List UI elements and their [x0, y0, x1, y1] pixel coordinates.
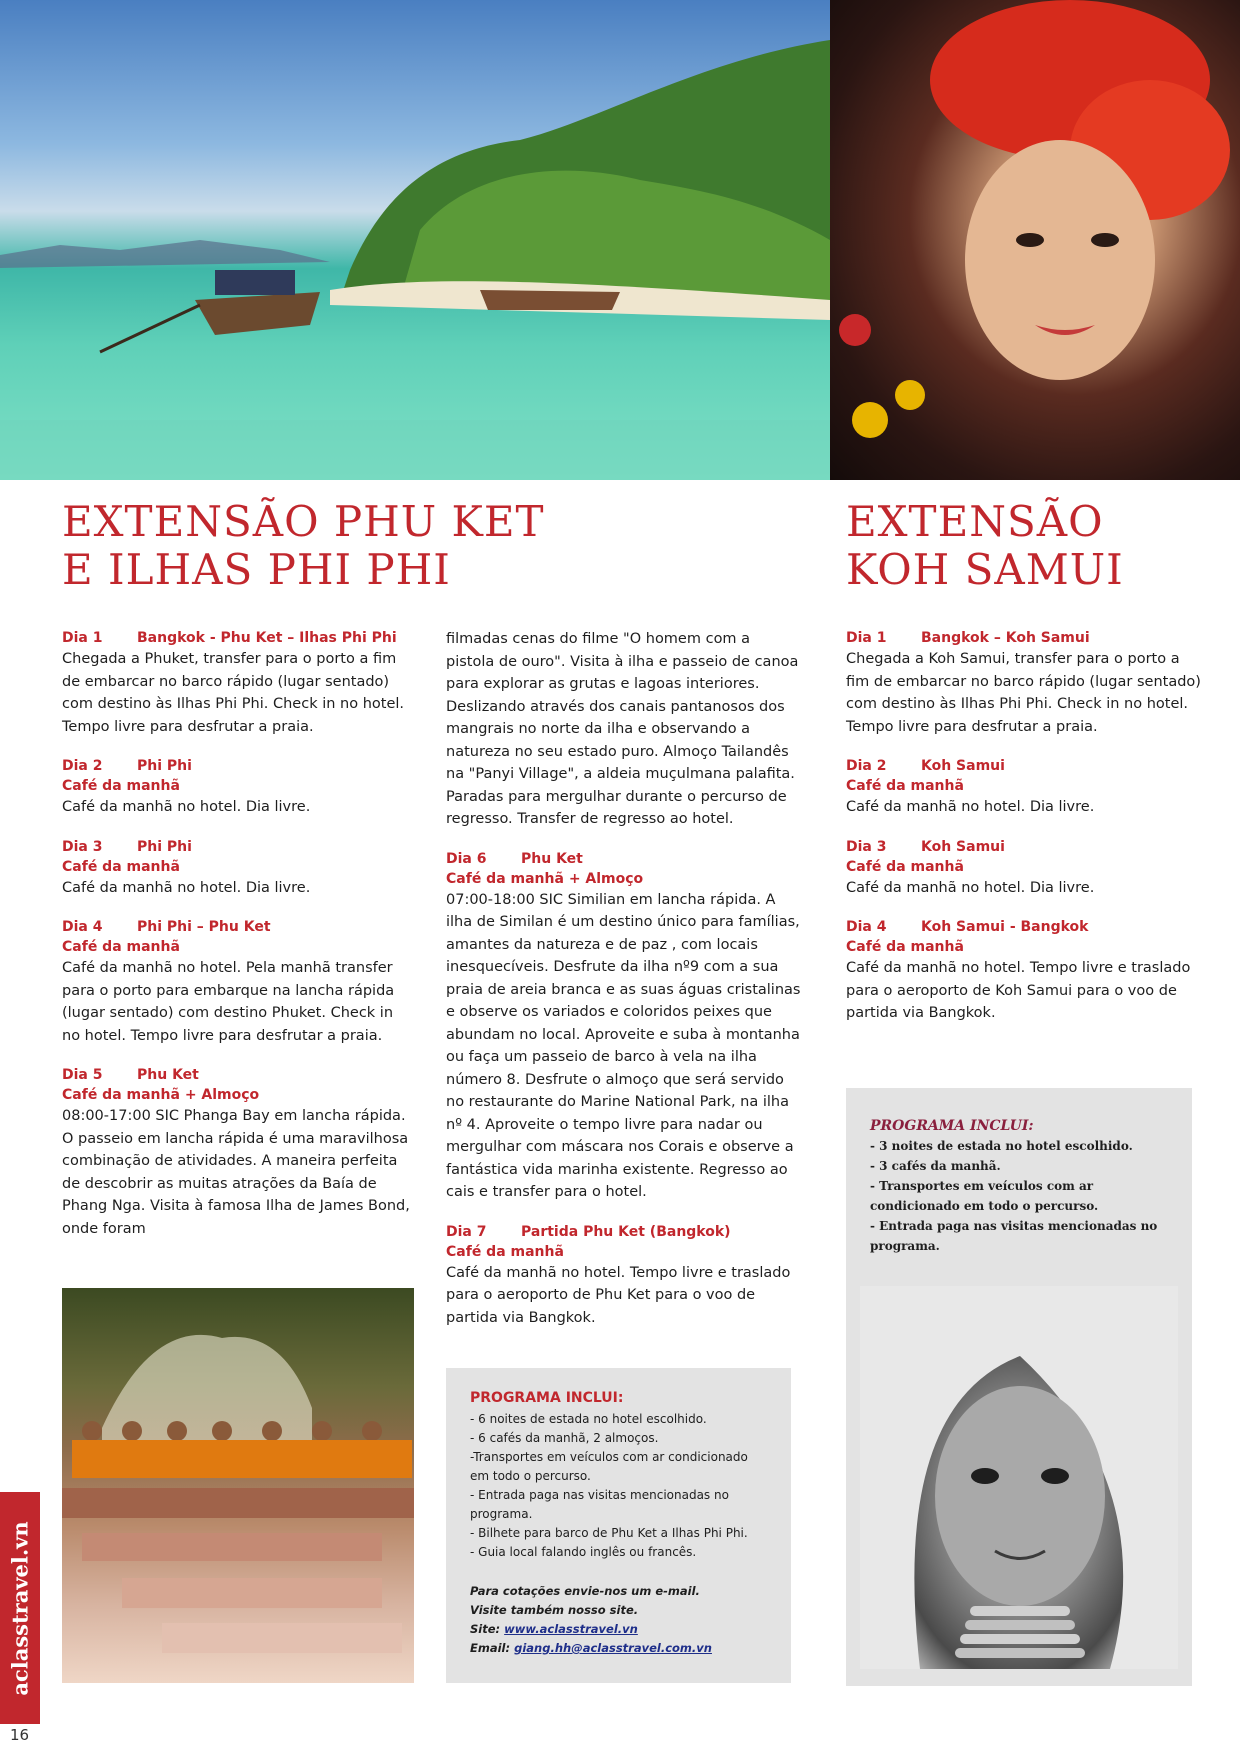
koh-samui-itinerary-column: [846, 628, 1201, 1043]
day-5-continuation: filmadas cenas do filme "O homem com a pistola de ouro". Visita à ilha e passeio de canoa para explorar as grutas e lagoas interiores. Deslizando através dos canais pantanosos dos mangrais no norte da ilha e observando a natureza no seu estado puro. Almoço Tailandês na "Panyi Village", a aldeia muçulmana palafita. Paradas para mergulhar durante o percurso de regresso. Transfer de regresso ao hotel.: [446, 631, 799, 827]
day-place: Koh Samui - Bangkok: [921, 919, 1089, 935]
beach-scene-illustration: [0, 0, 830, 480]
list-item: - 6 cafés da manhã, 2 almoços.: [470, 1431, 659, 1445]
day-place: Phu Ket: [137, 1067, 199, 1083]
monks-temple-photo: [62, 1288, 414, 1683]
day-meal: Café da manhã + Almoço: [446, 870, 644, 887]
email-link[interactable]: giang.hh@aclasstravel.com.vn: [514, 1641, 712, 1655]
contact-line: Visite também nosso site.: [470, 1603, 639, 1617]
day-number: Dia 4: [846, 919, 887, 935]
day-place: Phu Ket: [521, 850, 583, 867]
itinerary-day: [62, 1065, 412, 1240]
day-meal: Café da manhã: [62, 939, 180, 955]
day-meal: Café da manhã: [846, 939, 964, 955]
koh-samui-title-line-2: KOH SAMUI: [846, 545, 1124, 594]
list-item: - 3 cafés da manhã.: [870, 1159, 1001, 1173]
itinerary-day: [62, 837, 412, 900]
day-description: Café da manhã no hotel. Pela manhã transfer para o porto para embarque na lancha rápida (lugar sentado) com destino Phuket. Check in no hotel. Tempo livre para desfrutar a praia.: [62, 960, 395, 1044]
monks-scene-illustration: [62, 1288, 414, 1683]
phuket-title-line-2: E ILHAS PHI PHI: [62, 545, 451, 594]
itinerary-day: [62, 628, 412, 738]
itinerary-day: [846, 756, 1201, 819]
woman-portrait-illustration: [830, 0, 1240, 480]
day-place: Koh Samui: [921, 838, 1005, 855]
list-item: - 3 noites de estada no hotel escolhido.: [870, 1139, 1133, 1153]
day-meal: Café da manhã + Almoço: [62, 1087, 260, 1103]
day-description: 07:00-18:00 SIC Similian em lancha rápida. A ilha de Similan é um destino único para famílias, amantes da natureza e de paz , com locais inesquecíveis. Desfrute da ilha nº9 com a sua praia de areia branca e as suas águas cristalinas e observe os variados e coloridos peixes que abundam no local. Aproveite e suba à montanha ou faça um passeio de barco à vela na ilha número 8. Desfrute o almoço que será servido no restaurante do Marine National Park, na ilha nº 4. Aproveite o tempo livre para nadar ou mergulhar com máscara nos Corais e observe a fantástica vida marinha existente. Regresso ao cais e transfer para o hotel.: [446, 891, 801, 1200]
phuket-title-line-1: EXTENSÃO PHU KET: [62, 497, 545, 546]
day-description: Café da manhã no hotel. Dia livre.: [62, 799, 311, 815]
day-description: Café da manhã no hotel. Tempo livre e traslado para o aeroporto de Phu Ket para o voo de partida via Bangkok.: [446, 1264, 791, 1326]
itinerary-day: [846, 837, 1201, 900]
hill-tribe-girl-photo: [860, 1286, 1178, 1669]
day-number: Dia 6: [446, 850, 487, 867]
day-meal: Café da manhã: [446, 1243, 564, 1260]
phuket-itinerary-column-2: [446, 628, 801, 1347]
list-item: - Guia local falando inglês ou francês.: [470, 1545, 697, 1559]
thai-woman-portrait-photo: [830, 0, 1240, 480]
itinerary-day: [846, 917, 1201, 1025]
brand-name: aclasstravel.vn: [7, 1520, 33, 1696]
day-description: Café da manhã no hotel. Tempo livre e traslado para o aeroporto de Koh Samui para o voo de partida via Bangkok.: [846, 960, 1191, 1021]
site-link[interactable]: www.aclasstravel.vn: [504, 1622, 638, 1636]
day-number: Dia 7: [446, 1223, 487, 1240]
list-item: - Transportes em veículos com ar condicionado em todo o percurso.: [870, 1179, 1099, 1213]
page-number: 16: [10, 1726, 30, 1744]
site-line: [470, 1620, 767, 1639]
day-description: Café da manhã no hotel. Dia livre.: [846, 799, 1095, 815]
day-description: Chegada a Koh Samui, transfer para o porto a fim de embarcar no barco rápido (lugar sentado) com destino às Ilhas Phi Phi. Check in no hotel. Tempo livre para desfrutar a praia.: [846, 651, 1201, 735]
day-description: Café da manhã no hotel. Dia livre.: [846, 879, 1095, 896]
day-place: Phi Phi: [137, 758, 192, 774]
program-includes-title: PROGRAMA INCLUI:: [870, 1118, 1034, 1134]
program-includes-list: [870, 1136, 1168, 1256]
itinerary-day: [446, 1222, 801, 1330]
list-item: - Entrada paga nas visitas mencionadas no programa.: [870, 1219, 1158, 1253]
day-description: Café da manhã no hotel. Dia livre.: [62, 879, 311, 896]
contact-line: Para cotações envie-nos um e-mail.: [470, 1584, 700, 1598]
day-number: Dia 3: [846, 838, 887, 855]
day-place: Phi Phi – Phu Ket: [137, 919, 271, 935]
day-description: Chegada a Phuket, transfer para o porto a fim de embarcar no barco rápido (lugar sentado) com destino às Ilhas Phi Phi. Check in no hotel. Tempo livre para desfrutar a praia.: [62, 651, 405, 735]
email-line: [470, 1639, 767, 1658]
day-number: Dia 5: [62, 1067, 103, 1083]
day-number: Dia 3: [62, 838, 103, 855]
day-meal: Café da manhã: [62, 858, 180, 875]
email-label: Email:: [470, 1641, 511, 1655]
site-label: Site:: [470, 1622, 501, 1636]
brand-sidebar-text: [0, 1492, 40, 1724]
day-number: Dia 1: [62, 630, 103, 646]
koh-samui-title-line-1: EXTENSÃO: [846, 497, 1104, 546]
itinerary-day: [846, 628, 1201, 738]
list-item: -Transportes em veículos com ar condicionado em todo o percurso.: [470, 1450, 748, 1483]
day-place: Bangkok - Phu Ket – Ilhas Phi Phi: [137, 630, 397, 646]
day-number: Dia 2: [62, 758, 103, 774]
list-item: - 6 noites de estada no hotel escolhido.: [470, 1412, 707, 1426]
program-includes-title: PROGRAMA INCLUI:: [470, 1390, 624, 1406]
phuket-program-includes-box: [446, 1368, 791, 1683]
koh-samui-extension-title: [846, 498, 1226, 594]
day-place: Phi Phi: [137, 838, 192, 855]
day-place: Bangkok – Koh Samui: [921, 630, 1090, 646]
day-meal: Café da manhã: [846, 858, 964, 875]
itinerary-day: [62, 756, 412, 819]
day-meal: Café da manhã: [846, 778, 964, 794]
list-item: - Bilhete para barco de Phu Ket a Ilhas Phi Phi.: [470, 1526, 748, 1540]
day-number: Dia 1: [846, 630, 887, 646]
itinerary-day: [62, 917, 412, 1047]
program-includes-list: [470, 1410, 767, 1562]
day-description: 08:00-17:00 SIC Phanga Bay em lancha rápida. O passeio em lancha rápida é uma maravilhosa combinação de atividades. A maneira perfeita de descobrir as muitas atrações da Baía de Phang Nga. Visita à famosa Ilha de James Bond, onde foram: [62, 1108, 410, 1237]
day-meal: Café da manhã: [62, 778, 180, 794]
list-item: - Entrada paga nas visitas mencionadas no programa.: [470, 1488, 729, 1521]
contact-info: [470, 1582, 767, 1658]
beach-longtail-boat-photo: [0, 0, 830, 480]
day-place: Partida Phu Ket (Bangkok): [521, 1223, 731, 1240]
itinerary-day: [446, 849, 801, 1204]
day-place: Koh Samui: [921, 758, 1005, 774]
phuket-extension-title: [62, 498, 622, 594]
girl-portrait-illustration: [860, 1286, 1178, 1669]
day-number: Dia 2: [846, 758, 887, 774]
phuket-itinerary-column-1: [62, 628, 412, 1258]
day-number: Dia 4: [62, 919, 103, 935]
